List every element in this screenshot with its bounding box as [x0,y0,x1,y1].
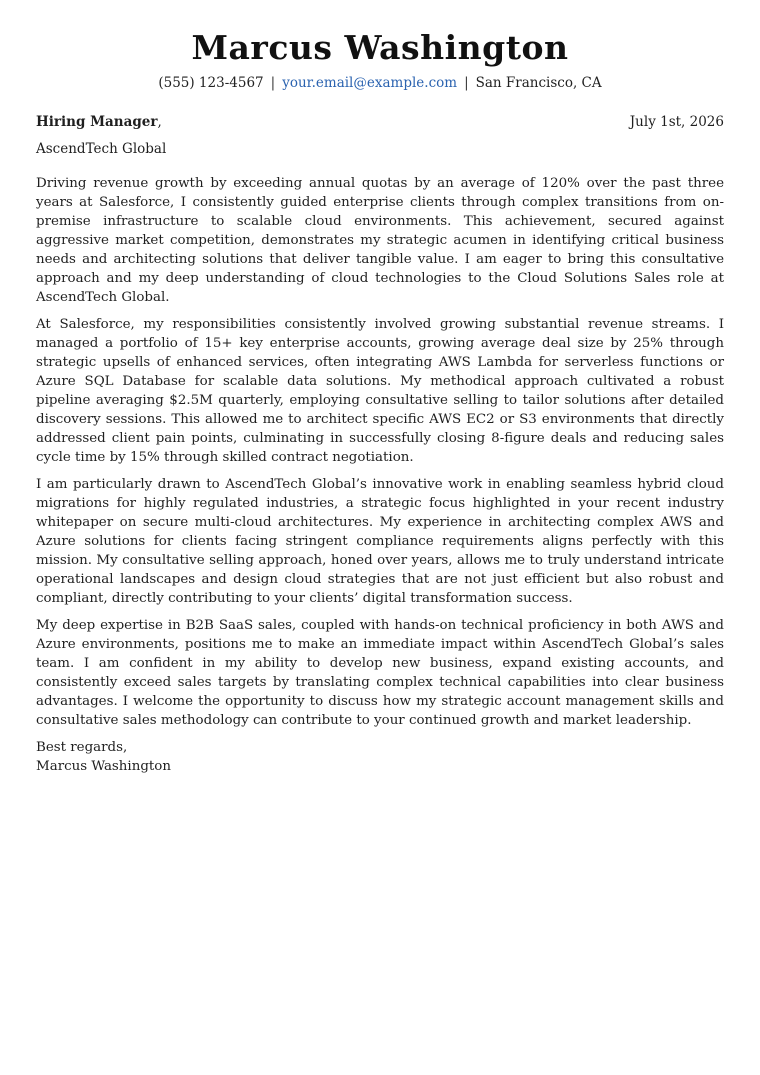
recipient-name: Hiring Manager [36,114,158,130]
paragraph: Driving revenue growth by exceeding annual quotas by an average of 120% over the past three years at Salesforce, I consistently guided enterprise clients through complex transitions from on-premise infrastructure to scalable cloud environments. This achievement, secured against aggressive market competition, demonstrates my strategic acumen in identifying critical business needs and architecting solutions that deliver tangible value. I am eager to bring this consultative approach and my deep understanding of cloud technologies to the Cloud Solutions Sales role at AscendTech Global. [36,176,724,305]
phone-number: (555) 123-4567 [158,75,264,91]
recipient-line [36,112,162,132]
cover-letter-page [36,28,724,776]
closing-block [36,738,724,776]
contact-line [36,74,724,92]
paragraph: At Salesforce, my responsibilities consistently involved growing substantial revenue streams. I managed a portfolio of 15+ key enterprise accounts, growing average deal size by 25% through strategic upsells of enhanced services, often integrating AWS Lambda for serverless functions or Azure SQL Database for scalable data solutions. My methodical approach cultivated a robust pipeline averaging $2.5M quarterly, employing consultative selling to tailor solutions after detailed discovery sessions. This allowed me to architect specific AWS EC2 or S3 environments that directly addressed client pain points, culminating in successfully closing 8-figure deals and reducing sales cycle time by 15% through skilled contract negotiation. [36,317,724,465]
location: San Francisco, CA [475,75,602,91]
closing-salutation: Best regards, [36,740,128,755]
signature-name: Marcus Washington [36,759,171,774]
email-link[interactable]: your.email@example.com [282,75,458,91]
letter-body [36,174,724,730]
separator: | [270,75,276,91]
recipient-date-row [36,112,724,132]
recipient-punctuation: , [157,114,162,130]
paragraph: I am particularly drawn to AscendTech Global’s innovative work in enabling seamless hybrid cloud migrations for highly regulated industries, a strategic focus highlighted in your recent industry whitepaper on secure multi-cloud architectures. My experience in architecting complex AWS and Azure solutions for clients facing stringent compliance requirements aligns perfectly with this mission. My consultative selling approach, honed over years, allows me to truly understand intricate operational landscapes and design cloud strategies that are not just efficient but also robust and compliant, directly contributing to your clients’ digital transformation success. [36,477,724,606]
applicant-name: Marcus Washington [191,28,569,67]
separator: | [464,75,469,91]
letter-date: July 1st, 2026 [629,114,724,130]
paragraph: My deep expertise in B2B SaaS sales, coupled with hands-on technical proficiency in both AWS and Azure environments, positions me to make an immediate impact within AscendTech Global’s sales team. I am confident in my ability to develop new business, expand existing accounts, and consistently exceed sales targets by translating complex technical capabilities into clear business advantages. I welcome the opportunity to discuss how my strategic account management skills and consultative sales methodology can contribute to your continued growth and market leadership. [36,618,724,728]
company-name: AscendTech Global [36,141,167,157]
